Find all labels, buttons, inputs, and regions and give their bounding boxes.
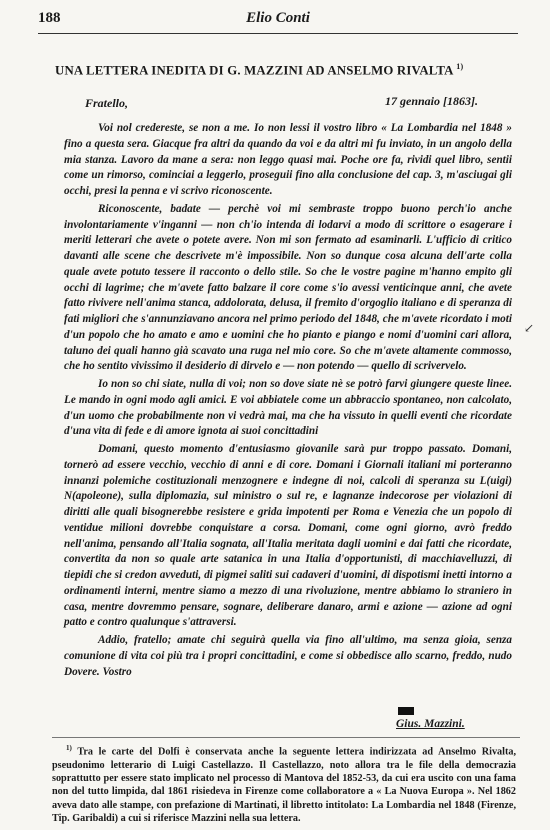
letter-paragraph: Io non so chi siate, nulla di voi; non so dove siate nè se potrò farvi giungere queste linee. Le mando in ogni modo agli amici. E voi abbiatele come un abbraccio spontaneo, non calcolato, d'un uomo che probabilmente non vi vedrà mai, ma che ha vissuto in quelli eventi che ricordate d'una vita di fede e di amore ignota ai suoi concittadini xyxy=(64,378,512,438)
running-head xyxy=(38,10,518,34)
letter-body xyxy=(64,121,512,682)
margin-arrow-icon: ↙ xyxy=(524,321,535,335)
footnote-text: Tra le carte del Dolfi è conservata anche la seguente lettera indirizzata ad Anselmo Rivalta, pseudonimo letterario di Luigi Castellazzo. Il Castellazzo, noto allora tra le file della democrazia soprattutto per essere stato implicato nel processo di Mantova del 1852-53, da cui era uscito con una fama non del tutto limpida, dal 1861 risiedeva in Firenze come collaboratore a « La Nuova Europa ». Nel 1862 aveva dato alle stampe, con prefazione di Martinati, il libretto intitolato: La Lombardia nel 1848 (Firenze, Tip. Garibaldi) a cui si riferisce Mazzini nella sua lettera. xyxy=(52,746,516,824)
page-number: 188 xyxy=(38,10,61,26)
footnote-mark: 1) xyxy=(66,744,72,752)
article-title-text: UNA LETTERA INEDITA DI G. MAZZINI AD ANSELMO RIVALTA xyxy=(55,63,453,78)
title-footnote-mark: 1) xyxy=(456,62,464,71)
letter-signature: Gius. Mazzini. xyxy=(396,718,465,730)
letter-paragraph: Riconoscente, badate — perchè voi mi sembraste troppo buono perch'io anche involontariamente v'inganni — non ch'io intenda di lodarvi a modo di scrittore o esagerare i meriti letterari che avete o potete avere. Non mi son fermato ad esaminarli. L'ufficio di critico davanti alle scene che descrivete m'è impossibile. Non so dunque cosa alcuna dell'arte colla quale avete potuto tessere il racconto o dello stile. So che le vostre pagine m'hanno empito gli occhi di lagrime; che m'avete fatto balzare il core come s'io avessi venticinque anni, che avete fatto rivivere nell'anima stanca, addolorata, delusa, il fremito d'orgoglio italiano e di speranza di fati migliori che s'annunziavano ancora nel primo periodo del 1848, che m'avete ricordato i moti d'un popolo che ho amato e amo e uomini che ho pianto e piango e nomi d'uomini cari allora, taluno dei quali hanno già scavato una ruga nel mio core. So che m'avete altamente commosso, che ho sentito vivissimo il desiderio di dirvelo e — non potendo — quello di scrivervelo. xyxy=(64,202,512,373)
letter-paragraph: Voi nol credereste, se non a me. Io non lessi il vostro libro « La Lombardia nel 1848 » fino a questa sera. Giacque fra altri da quando da voi e da altri mi fu inviato, in un angolo della mia stanza. Lavoro da mane a sera: non leggo quasi mai. Poche ore fa, rividi quel libro, sentii come un rimorso, cominciai a leggerlo, proseguii fino alla conclusione del cap. 3, m'asciugai gli occhi, presi la penna e vi scrivo riconoscente. xyxy=(64,122,512,197)
letter-paragraph: Addio, fratello; amate chi seguirà quella via fino all'ultimo, ma senza gioia, senza comunione di vita coi più tra i propri concittadini, e come si obbedisce allo scarno, freddo, nudo Dovere. Vostro xyxy=(64,634,512,678)
running-title: Elio Conti xyxy=(246,10,310,26)
article-title xyxy=(55,62,515,78)
letter-paragraph: Domani, questo momento d'entusiasmo giovanile sarà pur troppo passato. Domani, tornerò ad essere vecchio, vecchio di anni e di core. Domani i Giornali italiani mi porteranno innanzi polemiche costituzionali menzognere e indegne di noi, calcoli di speranza su L(uigi) N(apoleone), sulla diplomazia, sul ministro o sul re, e lagnanze indecorose per violazioni di diritti alle quali bisognerebbe resistere e grida impotenti per Roma e Venezia che un popolo di ventidue milioni dovrebbe conquistare a corsa. Domani, come ogni giorno, avrò freddo nell'anima, pensando all'Italia sognata, all'Italia meritata dagli uomini e dai fatti che ricordate, convertita da non so quale arte satanica in una Italia d'opportunisti, di macchiavelluzzi, di tiepidi che si credon avveduti, di pigmei saliti sui cadaveri d'uomini, di dispotismi inetti intorno a ordinamenti interni, mentre siamo a mezzo di una rivoluzione, mentre abbiamo lo straniero in casa, mentre dovremmo pensare, sognare, deliberare danaro, armi e azione — azione ad ogni patto e contro qualunque s'attraversi. xyxy=(64,443,512,629)
footnote-rule xyxy=(52,737,520,738)
letter-salutation: Fratello, xyxy=(85,96,129,110)
header-rule xyxy=(38,33,518,34)
ink-blot-mark xyxy=(398,707,414,715)
footnote xyxy=(52,742,516,825)
letter-date: 17 gennaio [1863]. xyxy=(385,94,478,108)
